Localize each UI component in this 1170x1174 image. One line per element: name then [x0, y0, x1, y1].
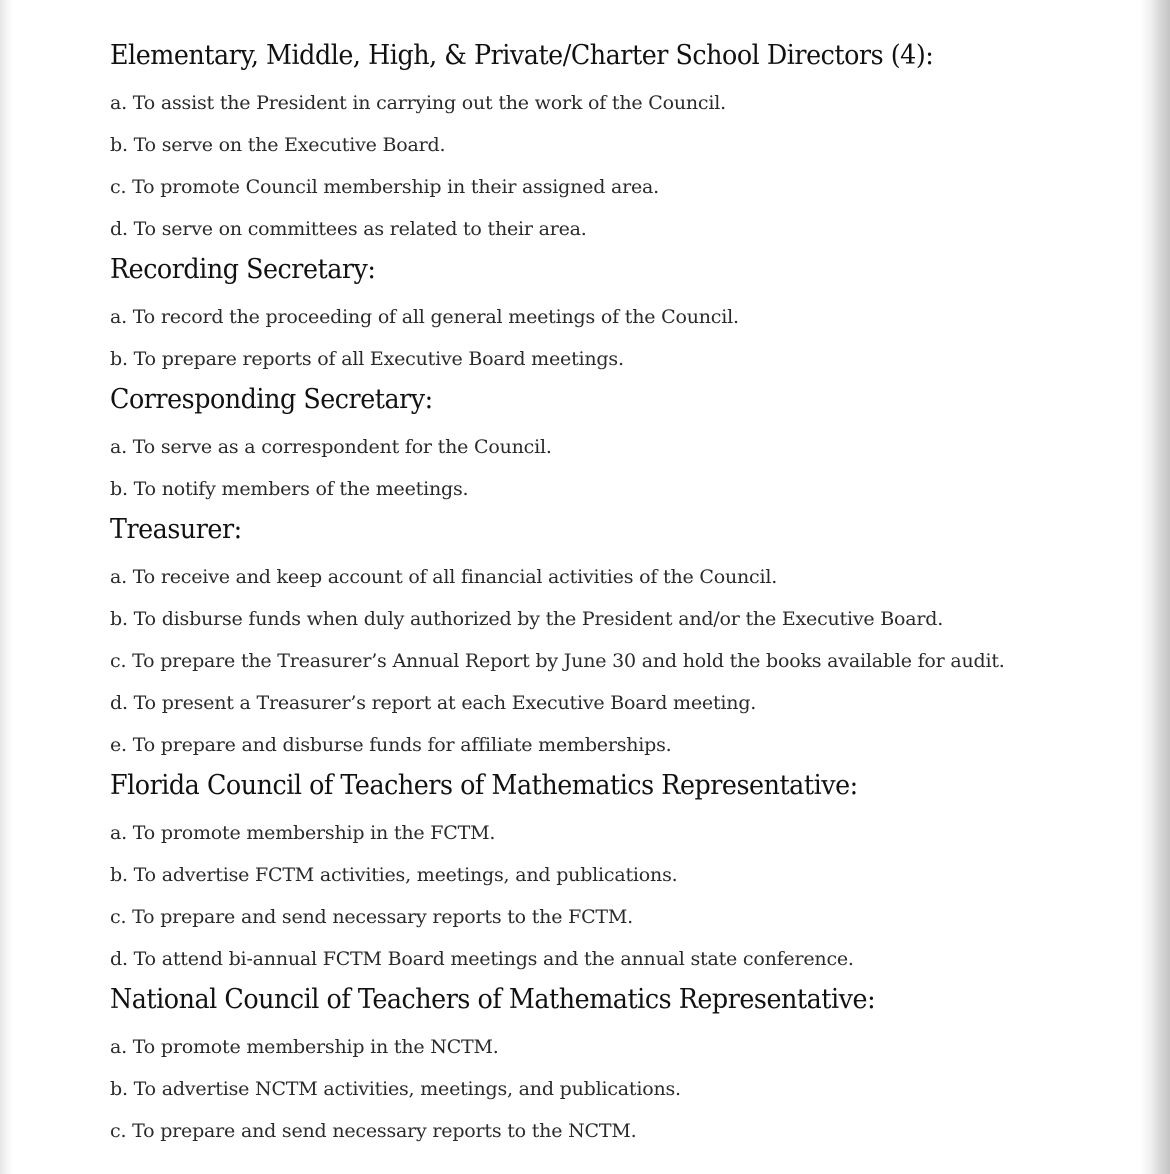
duty-item: c. To prepare the Treasurer’s Annual Report by June 30 and hold the books available for audit. [110, 650, 1005, 672]
section-heading: Elementary, Middle, High, & Private/Charter School Directors (4): [110, 40, 934, 71]
duty-item: a. To serve as a correspondent for the Council. [110, 436, 552, 458]
duty-item: b. To advertise FCTM activities, meetings, and publications. [110, 864, 678, 886]
duty-item: a. To record the proceeding of all general meetings of the Council. [110, 306, 739, 328]
page-edge-left [0, 0, 12, 1174]
section-heading: National Council of Teachers of Mathematics Representative: [110, 984, 876, 1015]
duty-list [110, 82, 1110, 250]
section-school-directors [110, 36, 1110, 250]
duty-item: b. To advertise NCTM activities, meetings, and publications. [110, 1078, 681, 1100]
duty-item: d. To present a Treasurer’s report at each Executive Board meeting. [110, 692, 757, 714]
duty-item: c. To promote Council membership in their assigned area. [110, 176, 660, 198]
duty-item: e. To prepare and disburse funds for affiliate memberships. [110, 734, 672, 756]
section-heading: Recording Secretary: [110, 254, 376, 285]
duty-item: d. To serve on committees as related to their area. [110, 218, 587, 240]
section-heading: Corresponding Secretary: [110, 384, 433, 415]
section-nctm-representative [110, 980, 1110, 1152]
duty-item: a. To promote membership in the FCTM. [110, 822, 496, 844]
duty-list [110, 812, 1110, 980]
page-edge-right [1140, 0, 1170, 1174]
document-page [12, 0, 1140, 1174]
section-treasurer [110, 510, 1110, 766]
document-content [110, 36, 1110, 1152]
section-corresponding-secretary [110, 380, 1110, 510]
duty-item: b. To serve on the Executive Board. [110, 134, 446, 156]
section-heading: Treasurer: [110, 514, 242, 545]
section-fctm-representative [110, 766, 1110, 980]
duty-list [110, 426, 1110, 510]
duty-item: a. To assist the President in carrying out the work of the Council. [110, 92, 726, 114]
duty-list [110, 1026, 1110, 1152]
duty-item: c. To prepare and send necessary reports to the FCTM. [110, 906, 633, 928]
duty-item: c. To prepare and send necessary reports to the NCTM. [110, 1120, 637, 1142]
duty-item: a. To receive and keep account of all financial activities of the Council. [110, 566, 778, 588]
duty-item: b. To disburse funds when duly authorized by the President and/or the Executive Board. [110, 608, 944, 630]
section-recording-secretary [110, 250, 1110, 380]
duty-item: b. To notify members of the meetings. [110, 478, 469, 500]
duty-item: b. To prepare reports of all Executive Board meetings. [110, 348, 624, 370]
duty-item: a. To promote membership in the NCTM. [110, 1036, 499, 1058]
duty-item: d. To attend bi-annual FCTM Board meetings and the annual state conference. [110, 948, 854, 970]
section-heading: Florida Council of Teachers of Mathematics Representative: [110, 770, 858, 801]
duty-list [110, 556, 1110, 766]
duty-list [110, 296, 1110, 380]
